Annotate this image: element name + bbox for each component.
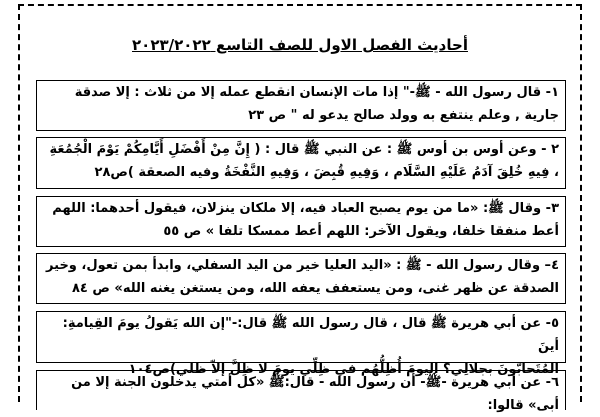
hadith-3-line-2: أعط منفقا خلفا، ويقول الآخر: اللهم أعط ممسكا تلفا » ص ٥٥ (163, 224, 559, 239)
hadith-5-line-1: ٥- عن أبي هريرة ﷺ قال ، قال رسول الله ﷺ قال:-"إن الله يَقولُ يومَ القِيامةِ: أينَ (62, 316, 559, 354)
page-title-text: أحاديث الفصل الاول للصف التاسع ٢٠٢٣/٢٠٢٢ (132, 36, 468, 54)
hadith-6-line-1: ٦- عن أبي هريرة -ﷺ- أن رسول الله - قال:ﷺ «كل أمتي يدخلون الجنة إلا من أبى» قالوا: (71, 375, 559, 413)
hadith-1-line-2: جارية , وعلم ينتفع به وولد صالح يدعو له " ص ٢٣ (248, 108, 559, 123)
hadith-block-6 (36, 370, 566, 413)
hadith-1-line-1: ١- قال رسول الله - ﷺ-" إذا مات الإنسان انقطع عمله إلا من ثلاث : إلا صدقة (74, 85, 559, 100)
hadith-block-2 (36, 137, 566, 189)
hadith-block-3 (36, 196, 566, 247)
hadith-block-5 (36, 311, 566, 377)
hadith-4-line-2: الصدقة عن ظهر غنى، ومن يستعفف يعفه الله، ومن يستغن يغنه الله» ص ٨٤ (72, 281, 559, 296)
hadith-block-1 (36, 80, 566, 131)
hadith-2-line-2: ، فِيهِ خُلِقَ آدَمُ عَلَيْهِ السَّلَام ، وَفِيهِ قُبِضَ ، وَفِيهِ النَّفْخَةُ وفيه الصعقة )ص٢٨ (94, 165, 559, 180)
hadith-5-line-2: المُتَحابّونَ بجلالِي؟ اليومَ أُظِلُّهُم في ظِلِّي يومَ لا ظِلَّ إلاّ ظلي)ص١٠٤ (128, 362, 559, 377)
hadith-block-4 (36, 253, 566, 304)
page-title (20, 36, 580, 54)
hadith-2-line-1: ٢ - وعن أوس بن أوس ﷺ : عن النبي ﷺ قال : ( إِنَّ مِنْ أَفْضَلِ أَيَّامِكُمْ يَوْمَ الْجُمُعَةِ (49, 142, 559, 157)
document-page (18, 4, 582, 413)
hadith-4-line-1: ٤– وقال رسول الله - ﷺ : «اليد العليا خير من اليد السفلي، وابدأ بمن تعول، وخير (46, 258, 559, 273)
hadith-3-line-1: ٣- وقال ﷺ: «ما من يوم يصبح العباد فيه، إلا ملكان ينزلان، فيقول أحدهما: اللهم (52, 201, 559, 216)
